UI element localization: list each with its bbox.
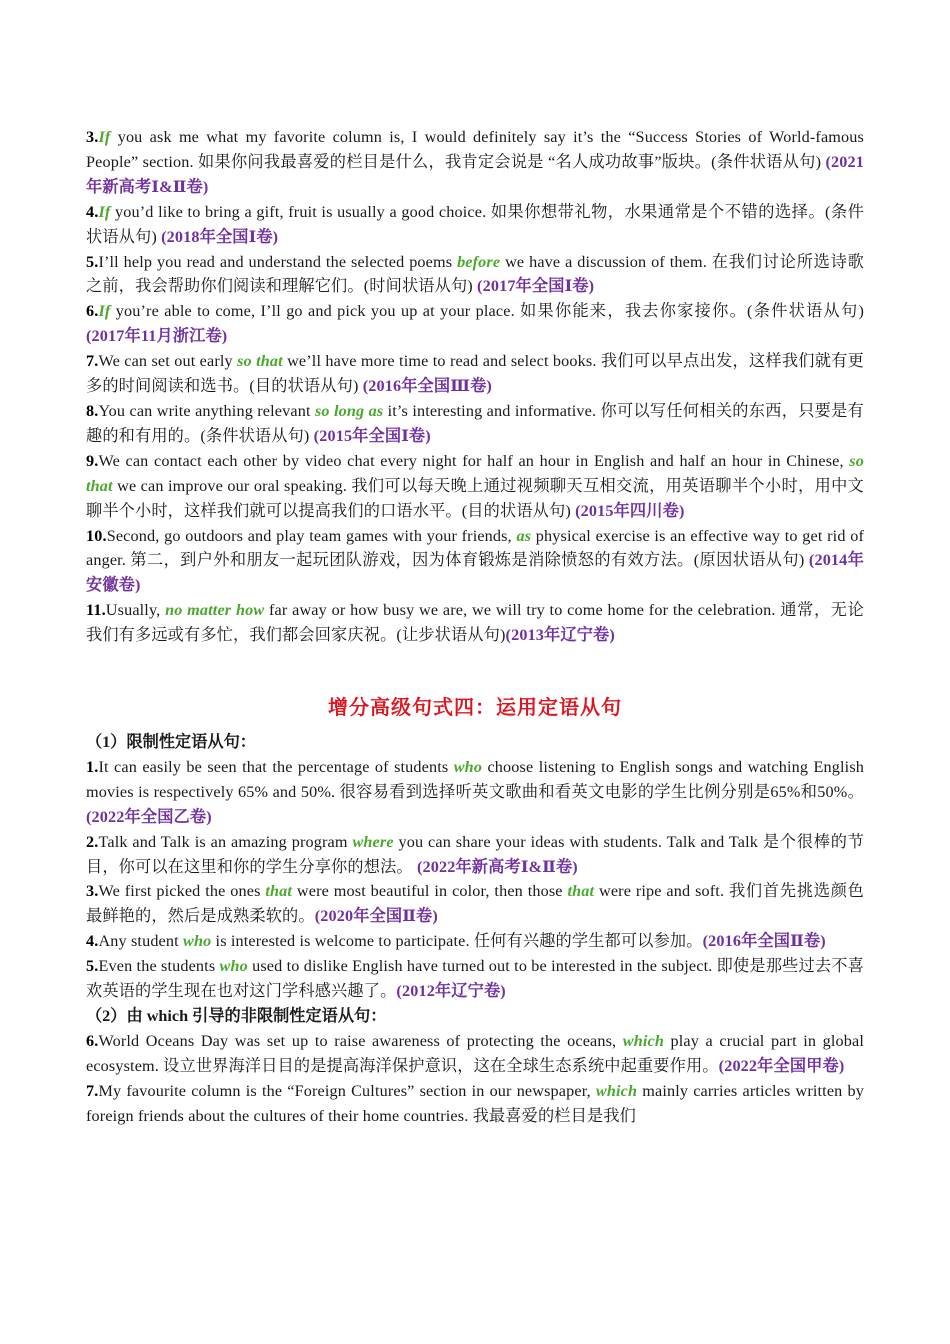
keyword: which xyxy=(595,1081,638,1100)
sentence-item: 11.Usually, no matter how far away or how busy we are, we will try to come home for the celebration. 通常，无论我们有多远或有多忙，我们都会回家庆祝。(让步状语从句)(2013年辽宁卷) xyxy=(86,601,864,645)
source-label: (2015年四川卷) xyxy=(575,501,685,520)
source-label: (2013年辽宁卷) xyxy=(505,626,615,645)
keyword: before xyxy=(457,252,501,271)
source-label: (2018年全国Ⅰ卷) xyxy=(161,227,279,246)
sentence-item: 1.It can easily be seen that the percentage of students who choose listening to English songs and watching English movies is respectively 65% and 50%. 很容易看到选择听英文歌曲和看英文电影的学生比例分别是65%和50%。 (2022年全国乙卷) xyxy=(86,757,865,826)
item-number: 7. xyxy=(86,352,99,371)
section-restrictive-clauses xyxy=(86,755,864,1004)
item-number: 8. xyxy=(86,401,99,420)
sentence-item: 5.Even the students who used to dislike English have turned out to be interested in the subject. 即使是那些过去不喜欢英语的学生现在也对这门学科感兴趣了。(2012年辽宁卷) xyxy=(86,957,865,1001)
keyword: who xyxy=(453,757,483,776)
source-label: (2015年全国Ⅰ卷) xyxy=(313,426,431,445)
item-number: 6. xyxy=(86,302,99,321)
keyword: as xyxy=(516,526,532,545)
keyword: who xyxy=(183,932,212,951)
section-adverbial-clauses xyxy=(86,125,864,648)
document-page xyxy=(86,125,864,1129)
source-label: (2021年新高考Ⅰ&Ⅱ卷) xyxy=(86,152,864,196)
source-label: (2022年新高考Ⅰ&Ⅱ卷) xyxy=(416,857,578,876)
item-number: 3. xyxy=(86,882,99,901)
item-number: 9. xyxy=(86,451,99,470)
subheading-nonrestrictive: （2）由 which 引导的非限制性定语从句： xyxy=(86,1007,387,1025)
source-label: (2016年全国Ⅱ卷) xyxy=(702,932,826,951)
keyword: If xyxy=(98,202,111,221)
item-number: 11. xyxy=(86,601,106,620)
sentence-item: 3.We first picked the ones that were most beautiful in color, then those that were ripe and soft. 我们首先挑选颜色最鲜艳的，然后是成熟柔软的。(2020年全国Ⅱ卷) xyxy=(86,882,864,926)
item-number: 10. xyxy=(86,526,107,545)
sentence-item: 7.My favourite column is the “Foreign Cultures” section in our newspaper, which mainly carries articles written by foreign friends about the cultures of their home countries. 我最喜爱的栏目是我们 xyxy=(86,1081,864,1125)
sentence-item: 10.Second, go outdoors and play team games with your friends, as physical exercise is an effective way to get rid of anger. 第二，到户外和朋友一起玩团队游戏，因为体育锻炼是消除愤怒的有效方法。(原因状语从句) (2014年安徽卷) xyxy=(86,526,864,595)
sentence-item: 7.We can set out early so that we’ll have more time to read and select books. 我们可以早点出发，这样我们就有更多的时间阅读和选书。(目的状语从句) (2016年全国Ⅲ卷) xyxy=(86,352,864,396)
source-label: (2017年全国Ⅰ卷) xyxy=(477,277,595,296)
keyword: where xyxy=(352,832,394,851)
keyword: that xyxy=(567,882,595,901)
item-number: 4. xyxy=(86,932,99,951)
source-label: (2020年全国Ⅱ卷) xyxy=(314,907,438,926)
keyword: If xyxy=(98,128,111,146)
source-label: (2022年全国乙卷) xyxy=(86,807,212,826)
keyword: so that xyxy=(86,451,864,495)
source-label: (2022年全国甲卷) xyxy=(718,1056,845,1075)
sentence-item: 5.I’ll help you read and understand the selected poems before we have a discussion of them. 在我们讨论所选诗歌之前，我会帮助你们阅读和理解它们。(时间状语从句) (2017年全国Ⅰ卷) xyxy=(86,252,865,296)
sentence-item: 4.Any student who is interested is welcome to participate. 任何有兴趣的学生都可以参加。(2016年全国Ⅱ卷) xyxy=(86,932,826,951)
item-number: 5. xyxy=(86,957,99,976)
keyword: so that xyxy=(237,352,283,371)
section-heading: 增分高级句式四：运用定语从句 xyxy=(328,695,622,720)
keyword: which xyxy=(622,1031,665,1050)
keyword: no matter how xyxy=(165,601,265,620)
sentence-item: 6.World Oceans Day was set up to raise awareness of protecting the oceans, which play a crucial part in global ecosystem. 设立世界海洋日目的是提高海洋保护意识，这在全球生态系统中起重要作用。(2022年全国甲卷) xyxy=(86,1031,864,1075)
item-number: 4. xyxy=(86,202,99,221)
sentence-item: 8.You can write anything relevant so long as it’s interesting and informative. 你可以写任何相关的东西，只要是有趣的和有用的。(条件状语从句) (2015年全国Ⅰ卷) xyxy=(86,401,864,445)
source-label: (2012年辽宁卷) xyxy=(396,982,506,1001)
source-label: (2017年11月浙江卷) xyxy=(86,327,228,346)
item-number: 2. xyxy=(86,832,99,851)
sentence-item: 3.If you ask me what my favorite column is, I would definitely say it’s the “Success Stories of World-famous People” section. 如果你问我最喜爱的栏目是什么，我肯定会说是 “名人成功故事”版块。(条件状语从句) (2021年新高考Ⅰ&Ⅱ卷) xyxy=(86,128,864,196)
sentence-item: 4.If you’d like to bring a gift, fruit is usually a good choice. 如果你想带礼物，水果通常是个不错的选择。(条件状语从句) (2018年全国Ⅰ卷) xyxy=(86,202,864,246)
sentence-item: 6.If you’re able to come, I’ll go and pick you up at your place. 如果你能来，我去你家接你。(条件状语从句) (2017年11月浙江卷) xyxy=(86,302,864,346)
keyword: If xyxy=(98,302,111,321)
source-label: (2014年安徽卷) xyxy=(86,551,864,595)
source-label: (2016年全国Ⅲ卷) xyxy=(362,377,492,396)
subheading-restrictive: （1）限制性定语从句： xyxy=(86,733,256,752)
item-number: 7. xyxy=(86,1081,99,1100)
keyword: who xyxy=(219,957,248,976)
item-number: 3. xyxy=(86,128,99,146)
sentence-item: 2.Talk and Talk is an amazing program where you can share your ideas with students. Talk and Talk 是个很棒的节目，你可以在这里和你的学生分享你的想法。 (2022年新高考Ⅰ&Ⅱ卷) xyxy=(86,832,864,876)
section-nonrestrictive-clauses xyxy=(86,1029,864,1129)
keyword: so long as xyxy=(314,401,384,420)
item-number: 6. xyxy=(86,1031,99,1050)
keyword: that xyxy=(265,882,293,901)
item-number: 1. xyxy=(86,757,99,776)
item-number: 5. xyxy=(86,252,99,271)
sentence-item: 9.We can contact each other by video chat every night for half an hour in English and half an hour in Chinese, so that we can improve our oral speaking. 我们可以每天晚上通过视频聊天互相交流，用英语聊半个小时，用中文聊半个小时，这样我们就可以提高我们的口语水平。(目的状语从句) (2015年四川卷) xyxy=(86,451,864,520)
